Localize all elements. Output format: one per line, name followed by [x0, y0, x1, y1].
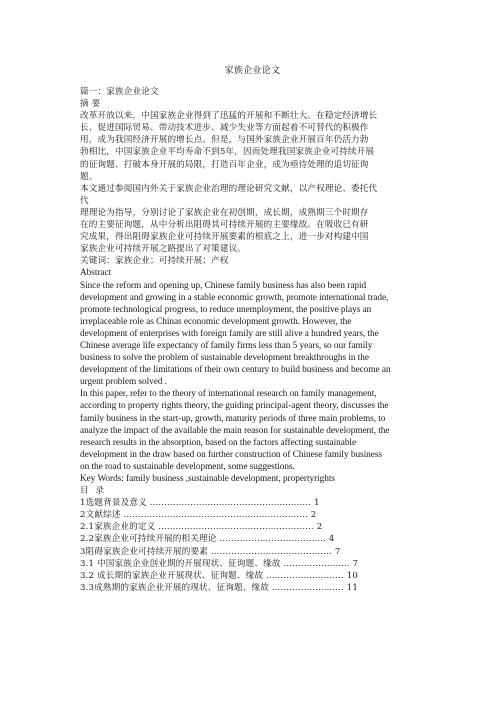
- document-title: 家族企业论文: [224, 66, 281, 76]
- toc-entry: 2.2家族企业可持续开展的相关理论 ..................................... 4: [80, 534, 335, 545]
- toc-entry: 2文献综述 ................................................................ 2: [80, 510, 317, 521]
- text-line: development in the draw based on further construction of Chinese family business: [80, 449, 382, 460]
- text-line: 理理论为指导，分别讨论了家族企业在初创期，成长期，成熟期三个时期存: [80, 207, 369, 218]
- text-line: urgent problem solved .: [80, 377, 167, 388]
- text-line: on the road to sustainable development, some suggestions.: [80, 461, 295, 472]
- keywords-cn: 关键词：家族企业；可持续开展；产权: [80, 256, 229, 267]
- text-line: development of the limitations of their own century to build business and become an: [80, 365, 391, 376]
- text-line: business to solve the problem of sustainable development breakthroughs in the: [80, 353, 369, 364]
- toc-heading: 目 录: [80, 486, 106, 497]
- text-line: development of enterprises with foreign family are still alive a hundred years, the: [80, 328, 379, 339]
- text-line: family business in the start-up, growth, maturity periods of three main problems, to: [80, 413, 386, 424]
- text-line: irreplaceable role as Chinas economic development growth. However, the: [80, 316, 352, 327]
- toc-entry: 3阻碍家族企业可持续开展的要素 .......................................... 7: [80, 546, 341, 557]
- text-line: 勃相比，中国家族企业平均寿命不到5年，因而处理我国家族企业可持续开展: [80, 147, 375, 158]
- text-line: 代: [80, 195, 89, 206]
- document-body: [80, 86, 425, 594]
- section-heading: 篇一：家族企业论文: [80, 87, 159, 97]
- text-line: 改革开放以来，中国家族企业得到了迅猛的开展和不断壮大。在稳定经济增长: [80, 111, 378, 122]
- text-line: development and growing in a stable economic growth, promote international trade,: [80, 292, 389, 303]
- text-line: 本文通过参阅国内外关于家族企业治理的理论研究文献，以产权理论、委托代: [80, 183, 378, 194]
- text-line: promote technological progress, to reduce unemployment, the positive plays an: [80, 304, 372, 315]
- toc-entry: 3.3成熟期的家族企业开展的现状、征询题、缘故 ......................... 11: [80, 582, 359, 593]
- abstract-heading-en: Abstract: [80, 268, 112, 279]
- keywords-en: Key Words: family business ,sustainable development, propertyrights: [80, 474, 335, 484]
- text-line: 用，成为我国经济开展的增长点。但是，与国外家族企业开展百年仍活力勃: [80, 135, 369, 146]
- abstract-heading-cn: 摘 要: [80, 99, 101, 110]
- text-line: according to property rights theory, the guiding principal-agent theory, discusses the: [80, 401, 389, 412]
- text-line: 在的主要征询题，从中分析出阻碍其可持续开展的主要缘故。在吸收已有研: [80, 220, 369, 231]
- text-line: 的征询题、打破本身开展的局限，打造百年企业，成为亟待处理的追切征询: [80, 159, 369, 170]
- text-line: 家族企业可持续开展之路提出了对策建议。: [80, 244, 247, 255]
- text-line: 究成果，得出阻碍家族企业可持续开展要素的根底之上，进一步对构建中国: [80, 232, 369, 243]
- text-line: Chinese average life expectancy of family firms less than 5 years, so our family: [80, 340, 373, 351]
- text-line: In this paper, refer to the theory of international research on family management,: [80, 389, 377, 400]
- toc-entry: 3.1 中国家族企业创业期的开展现状、征询题、缘故 ....................... 7: [80, 558, 359, 569]
- text-line: research results in the absorption, based on the factors affecting sustainable: [80, 437, 357, 448]
- toc-entry: 2.1家族企业的定义 ...................................................... 2: [80, 522, 323, 533]
- toc-entry: 1选题背景及意义 ........................................................ 1: [80, 498, 320, 509]
- text-line: 长、促进国际贸易、带动技术进步、减少失业等方面起着不可替代的积极作: [80, 123, 369, 134]
- text-line: Since the reform and opening up, Chinese family business has also been rapid: [80, 280, 367, 291]
- toc-entry: 3.2 成长期的家族企业开展现状、征询题、缘故 ........................... 10: [80, 570, 358, 581]
- text-line: 题。: [80, 171, 98, 182]
- text-line: analyze the impact of the available the main reason for sustainable development, the: [80, 425, 390, 436]
